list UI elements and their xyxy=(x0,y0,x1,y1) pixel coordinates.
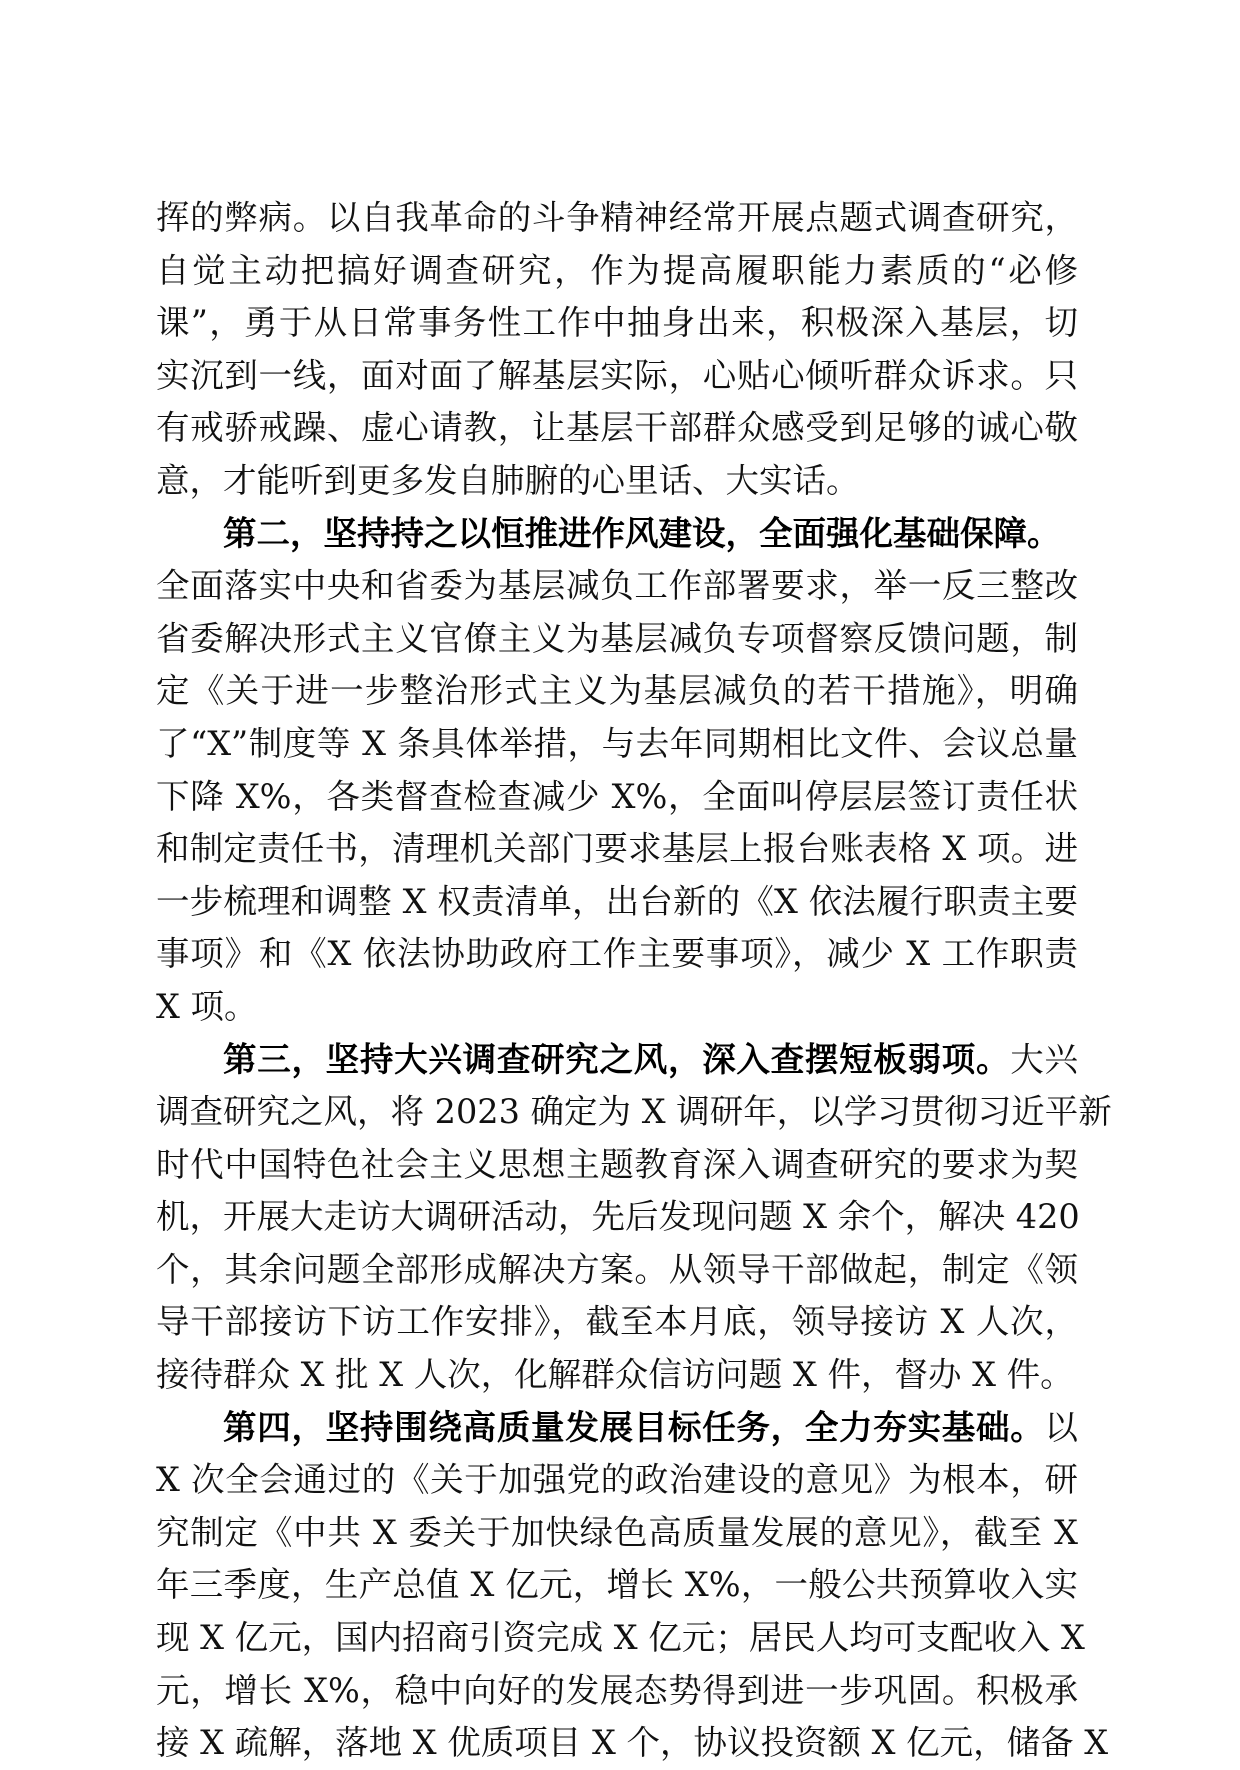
text-line: X 次全会通过的《关于加强党的政治建设的意见》为根本，研 xyxy=(156,1460,1078,1500)
paragraph-heading-line xyxy=(156,1034,1078,1087)
text-run: 以 xyxy=(1044,1407,1078,1447)
text-line: 定《关于进一步整治形式主义为基层减负的若干措施》，明确 xyxy=(156,671,1078,711)
section-heading: 第三，坚持大兴调查研究之风，深入查摆短板弱项。 xyxy=(223,1039,1011,1079)
text-line: 接待群众 X 批 X 人次，化解群众信访问题 X 件，督办 X 件。 xyxy=(156,1355,1074,1395)
paragraph-4 xyxy=(156,1402,1109,1770)
text-run: 大兴 xyxy=(1010,1039,1079,1079)
paragraph-heading-line xyxy=(156,508,1078,561)
text-line: 有戒骄戒躁、虚心请教，让基层干部群众感受到足够的诚心敬 xyxy=(156,408,1078,448)
paragraph-3 xyxy=(156,1034,1112,1402)
text-line: 年三季度，生产总值 X 亿元，增长 X%，一般公共预算收入实 xyxy=(156,1565,1078,1605)
text-line: 个，其余问题全部形成解决方案。从领导干部做起，制定《领 xyxy=(156,1249,1078,1289)
text-line: 调查研究之风，将 2023 确定为 X 调研年，以学习贯彻习近平新 xyxy=(156,1092,1112,1132)
text-line: 下降 X%，各类督查检查减少 X%，全面叫停层层签订责任状 xyxy=(156,776,1078,816)
text-line: 课”，勇于从日常事务性工作中抽身出来，积极深入基层，切 xyxy=(156,303,1078,343)
text-line: 全面落实中央和省委为基层减负工作部署要求，举一反三整改 xyxy=(156,566,1078,606)
text-line: 意，才能听到更多发自肺腑的心里话、大实话。 xyxy=(156,460,860,500)
text-line: 事项》和《X 依法协助政府工作主要事项》，减少 X 工作职责 xyxy=(156,934,1078,974)
text-line: 机，开展大走访大调研活动，先后发现问题 X 余个，解决 420 xyxy=(156,1197,1080,1237)
text-line: 挥的弊病。以自我革命的斗争精神经常开展点题式调查研究， xyxy=(156,198,1078,237)
text-line: 接 X 疏解，落地 X 优质项目 X 个，协议投资额 X 亿元，储备 X xyxy=(156,1723,1109,1763)
text-line: 导干部接访下访工作安排》，截至本月底，领导接访 X 人次， xyxy=(156,1302,1078,1342)
text-line: 省委解决形式主义官僚主义为基层减负专项督察反馈问题，制 xyxy=(156,618,1078,658)
text-line: 时代中国特色社会主义思想主题教育深入调查研究的要求为契 xyxy=(156,1144,1078,1184)
section-heading: 第二，坚持持之以恒推进作风建设，全面强化基础保障。 xyxy=(223,513,1061,553)
text-line: 和制定责任书，清理机关部门要求基层上报台账表格 X 项。进 xyxy=(156,829,1078,869)
text-line: 实沉到一线，面对面了解基层实际，心贴心倾听群众诉求。只 xyxy=(156,355,1078,395)
text-line: 究制定《中共 X 委关于加快绿色高质量发展的意见》，截至 X xyxy=(156,1512,1078,1552)
text-line: 了“X”制度等 X 条具体举措，与去年同期相比文件、会议总量 xyxy=(156,723,1078,763)
paragraph-1 xyxy=(156,192,1078,508)
section-heading: 第四，坚持围绕高质量发展目标任务，全力夯实基础。 xyxy=(223,1407,1045,1447)
text-line: 现 X 亿元，国内招商引资完成 X 亿元；居民人均可支配收入 X xyxy=(156,1618,1085,1658)
document-page xyxy=(156,192,1112,1763)
text-line: 元，增长 X%，稳中向好的发展态势得到进一步巩固。积极承 xyxy=(156,1670,1078,1710)
text-line: X 项。 xyxy=(156,986,258,1026)
paragraph-2 xyxy=(156,508,1078,1034)
text-line: 一步梳理和调整 X 权责清单，出台新的《X 依法履行职责主要 xyxy=(156,881,1078,921)
paragraph-heading-line xyxy=(156,1402,1078,1455)
text-line: 自觉主动把搞好调查研究，作为提高履职能力素质的“必修 xyxy=(156,250,1078,290)
